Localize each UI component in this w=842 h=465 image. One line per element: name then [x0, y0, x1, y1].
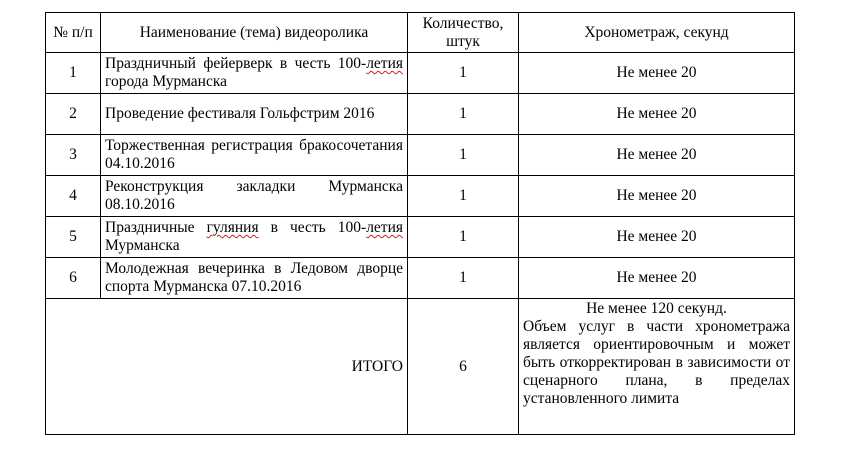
- row-duration: Не менее 20: [519, 94, 795, 135]
- total-qty: 6: [408, 299, 519, 435]
- row-num: 6: [46, 258, 101, 299]
- total-duration-line1: Не менее 120 секунд.: [586, 300, 727, 317]
- total-duration-note: Объем услуг в части хронометража является ориентировочным и может быть откорректирован в зависимости от сценарного плана, в пределах установленного лимита: [523, 318, 790, 407]
- row-num: 3: [46, 135, 101, 176]
- header-num: № п/п: [46, 13, 101, 53]
- row-duration: Не менее 20: [519, 217, 795, 258]
- row-qty: 1: [408, 258, 519, 299]
- header-duration: Хронометраж, секунд: [519, 13, 795, 53]
- table-row: [46, 176, 795, 217]
- row-qty: 1: [408, 53, 519, 94]
- row-duration: Не менее 20: [519, 176, 795, 217]
- row-duration: Не менее 20: [519, 135, 795, 176]
- row-qty: 1: [408, 94, 519, 135]
- table-row: [46, 135, 795, 176]
- video-table: [45, 12, 795, 435]
- row-name: Проведение фестиваля Гольфстрим 2016: [101, 94, 408, 135]
- header-name: Наименование (тема) видеоролика: [101, 13, 408, 53]
- row-name: Праздничный фейерверк в честь 100-летия города Мурманска: [101, 53, 408, 94]
- header-qty: Количество, штук: [408, 13, 519, 53]
- total-row: [46, 299, 795, 435]
- table-row: [46, 94, 795, 135]
- row-num: 1: [46, 53, 101, 94]
- table-row: [46, 53, 795, 94]
- row-duration: Не менее 20: [519, 258, 795, 299]
- row-duration: Не менее 20: [519, 53, 795, 94]
- row-num: 2: [46, 94, 101, 135]
- row-name: Праздничные гуляния в честь 100-летия Мурманска: [101, 217, 408, 258]
- total-label: ИТОГО: [46, 299, 408, 435]
- row-qty: 1: [408, 176, 519, 217]
- row-num: 5: [46, 217, 101, 258]
- table-row: [46, 217, 795, 258]
- table-header-row: [46, 13, 795, 53]
- table-row: [46, 258, 795, 299]
- row-num: 4: [46, 176, 101, 217]
- row-qty: 1: [408, 217, 519, 258]
- row-name: Торжественная регистрация бракосочетания 04.10.2016: [101, 135, 408, 176]
- row-name: Молодежная вечеринка в Ледовом дворце спорта Мурманска 07.10.2016: [101, 258, 408, 299]
- row-name: Реконструкция закладки Мурманска 08.10.2016: [101, 176, 408, 217]
- row-qty: 1: [408, 135, 519, 176]
- total-duration: [519, 299, 795, 435]
